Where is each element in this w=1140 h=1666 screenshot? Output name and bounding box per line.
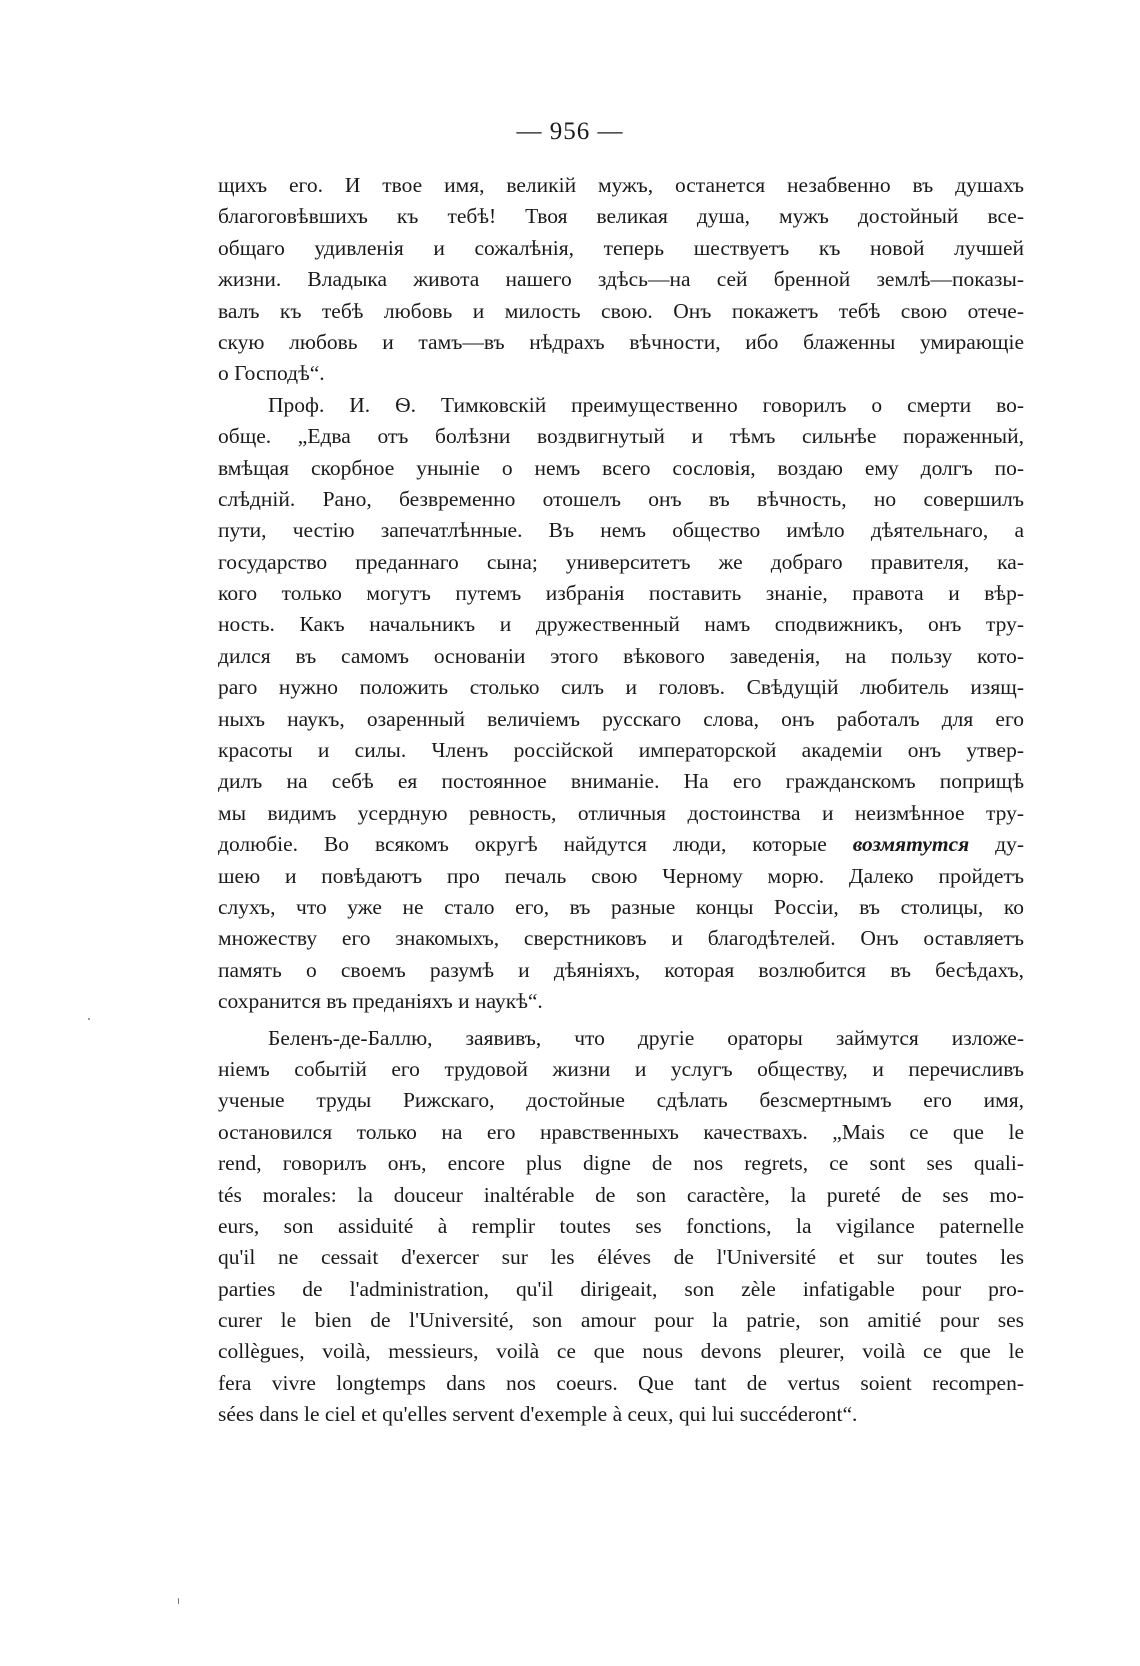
page-number: — 956 — xyxy=(516,118,624,145)
paragraph xyxy=(218,390,1024,1018)
text-line: ученые труды Рижскаго, достойные сдѣлать безсмертнымъ его имя, xyxy=(218,1088,1024,1113)
text-line: множеству его знакомыхъ, сверстниковъ и благодѣтелей. Онъ оставляетъ xyxy=(218,926,1024,951)
text-line: красоты и силы. Членъ россійской императорской академіи онъ утвер- xyxy=(218,738,1024,763)
text-line: остановился только на его нравственныхъ качествахъ. „Mais ce que le xyxy=(218,1119,1024,1144)
text-line: parties de l'administration, qu'il dirigeait, son zèle infatigable pour pro- xyxy=(218,1276,1024,1301)
text-line: скую любовь и тамъ—въ нѣдрахъ вѣчности, ибо блаженны умирающіе xyxy=(218,329,1024,354)
text-line: слухъ, что уже не стало его, въ разные концы Россіи, въ столицы, ко xyxy=(218,894,1024,919)
text-line: мы видимъ усердную ревность, отличныя достоинства и неизмѣнное тру- xyxy=(218,800,1024,825)
scan-speck xyxy=(88,1018,90,1020)
emphasized-word: возмятутся xyxy=(852,832,970,857)
text-line: дился въ самомъ основаніи этого вѣкового заведенія, на пользу кото- xyxy=(218,643,1024,668)
text-line: государство преданнаго сына; университетъ же добраго правителя, ка- xyxy=(218,549,1024,574)
text-line: раго нужно положить столько силъ и головъ. Свѣдущій любитель изящ- xyxy=(218,675,1024,700)
text-line: вмѣщая скорбное уныніе о немъ всего сословія, воздаю ему долгъ по- xyxy=(218,455,1024,480)
text-line: ность. Какъ начальникъ и дружественный намъ сподвижникъ, онъ тру- xyxy=(218,612,1024,637)
text-line: сохранится въ преданіяхъ и наукѣ“. xyxy=(218,989,543,1014)
text-line: благоговѣвшихъ къ тебѣ! Твоя великая душа, мужъ достойный все- xyxy=(218,204,1024,229)
text-line: валъ къ тебѣ любовь и милость свою. Онъ покажетъ тебѣ свою отече- xyxy=(218,298,1024,323)
text-line: слѣдній. Рано, безвременно отошелъ онъ въ вѣчность, но совершилъ xyxy=(218,486,1024,511)
text-line: rend, говорилъ онъ, encore plus digne de nos regrets, ce sont ses quali- xyxy=(218,1151,1024,1176)
text-line: tés morales: la douceur inaltérable de son caractère, la pureté de ses mo- xyxy=(218,1182,1024,1207)
text-line: память о своемъ разумѣ и дѣяніяхъ, которая возлюбится въ бесѣдахъ, xyxy=(218,957,1024,982)
text-line: collègues, voilà, messieurs, voilà ce que nous devons pleurer, voilà ce que le xyxy=(218,1339,1024,1364)
paragraph xyxy=(218,170,1024,390)
text-line: fera vivre longtemps dans nos coeurs. Que tant de vertus soient recompen- xyxy=(218,1370,1024,1395)
text-line: qu'il ne cessait d'exercer sur les éléves de l'Université et sur toutes les xyxy=(218,1245,1024,1270)
paragraph xyxy=(218,1023,1024,1431)
text-line: eurs, son assiduité à remplir toutes ses fonctions, la vigilance paternelle xyxy=(218,1213,1024,1238)
text-line: sées dans le ciel et qu'elles servent d'exemple à ceux, qui lui succéderont“. xyxy=(218,1402,858,1427)
text-line: долюбіе. Во всякомъ округѣ найдутся люди, которые возмятутся ду- xyxy=(218,832,1024,857)
text-line: ніемъ событій его трудовой жизни и услугъ обществу, и перечисливъ xyxy=(218,1056,1024,1081)
text-line: шею и повѣдаютъ про печаль свою Черному морю. Далеко пройдетъ xyxy=(218,863,1024,888)
text-line: Беленъ-де-Баллю, заявивъ, что другіе ораторы займутся изложе- xyxy=(268,1025,1024,1050)
text-line: обще. „Едва отъ болѣзни воздвигнутый и тѣмъ сильнѣе пораженный, xyxy=(218,424,1024,449)
text-line: дилъ на себѣ ея постоянное вниманіе. На его гражданскомъ поприщѣ xyxy=(218,769,1024,794)
text-line: кого только могутъ путемъ избранія поставить знаніе, правота и вѣр- xyxy=(218,581,1024,606)
text-line: curer le bien de l'Université, son amour pour la patrie, son amitié pour ses xyxy=(218,1308,1024,1333)
text-line: щихъ его. И твое имя, великій мужъ, останется незабвенно въ душахъ xyxy=(218,173,1024,197)
text-line: Проф. И. Ѳ. Тимковскій преимущественно говорилъ о смерти во- xyxy=(268,392,1024,417)
text-line: пути, честію запечатлѣнные. Въ немъ общество имѣло дѣятельнаго, а xyxy=(218,518,1024,543)
body-text xyxy=(218,170,1024,1431)
text-line: общаго удивленія и сожалѣнія, теперь шествуетъ къ новой лучшей xyxy=(218,235,1024,260)
text-line: о Господѣ“. xyxy=(218,361,325,386)
scan-speck xyxy=(178,1598,179,1604)
text-line: ныхъ наукъ, озаренный величіемъ русскаго слова, онъ работалъ для его xyxy=(218,706,1024,731)
text-line: жизни. Владыка живота нашего здѣсь—на сей бренной землѣ—показы- xyxy=(218,267,1024,292)
